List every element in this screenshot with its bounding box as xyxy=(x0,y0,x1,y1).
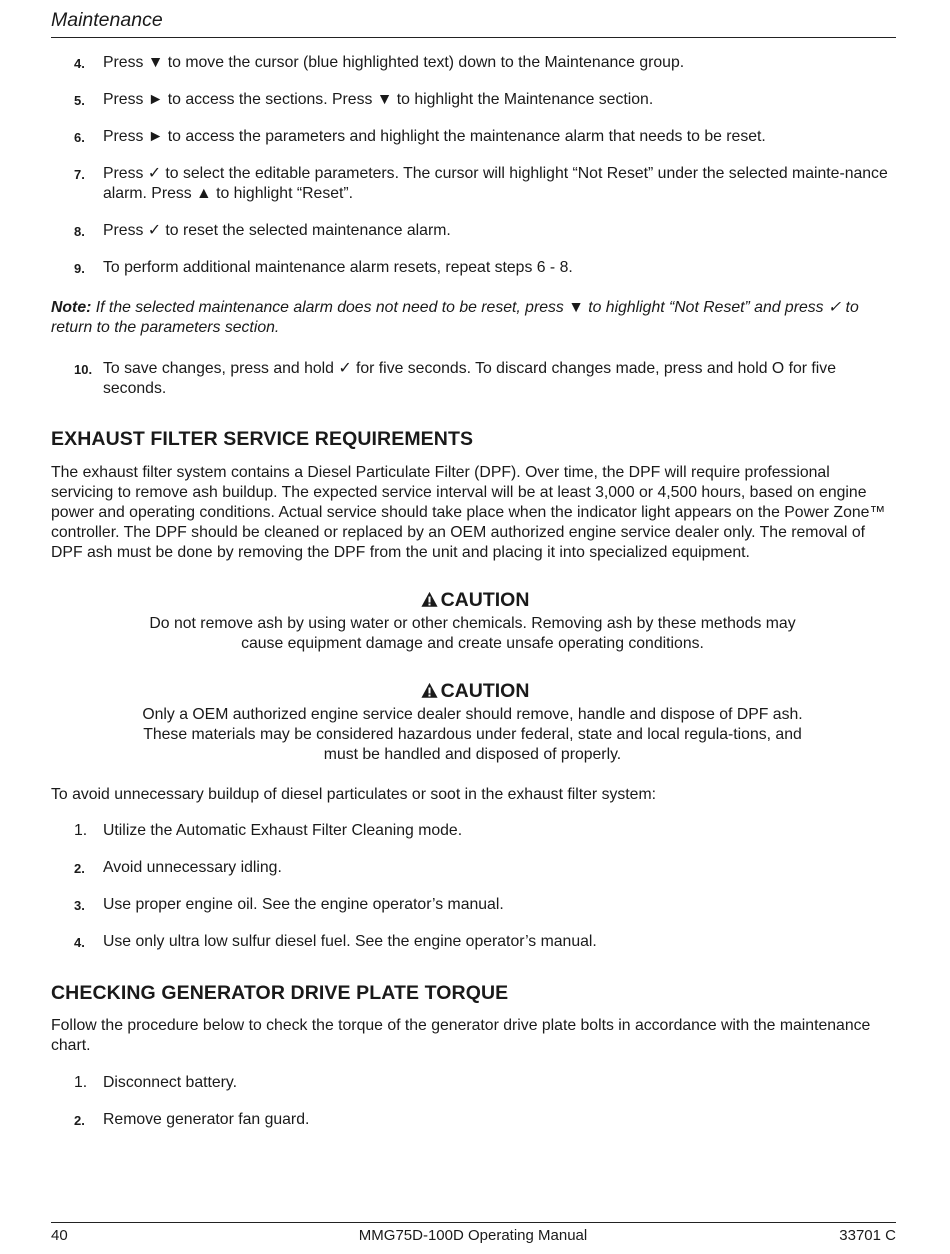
step-text: Press ► to access the sections. Press ▼ to highlight the Maintenance section. xyxy=(103,91,654,108)
note-paragraph xyxy=(51,298,896,338)
step-text: Press ✓ to reset the selected maintenance alarm. xyxy=(103,222,451,239)
manual-title: MMG75D-100D Operating Manual xyxy=(358,1227,588,1244)
step-number: 4. xyxy=(74,935,85,950)
list-item xyxy=(0,90,900,110)
list-item xyxy=(0,359,900,399)
note-label: Note: xyxy=(51,299,92,316)
list-item xyxy=(0,221,900,241)
step-text: Disconnect battery. xyxy=(103,1074,238,1091)
list-item xyxy=(0,858,900,878)
body-paragraph: The exhaust filter system contains a Diesel Particulate Filter (DPF). Over time, the DPF will require professional servicing to remove ash buildup. The expected service interval will be at least 3,000 or 4,500 hours, based on engine power and operating conditions. Actual service should take place when the indicator light appears on the Power Zone™ controller. The DPF should be cleaned or replaced by an OEM authorized engine service dealer only. The removal of DPF ash must be done by removing the DPF from the unit and placing it into specialized equipment. xyxy=(51,464,886,561)
caution-label: CAUTION xyxy=(440,589,530,611)
step-number: 1. xyxy=(74,1074,88,1091)
caution-heading xyxy=(0,680,950,703)
note-text: If the selected maintenance alarm does not need to be reset, press ▼ to highlight “Not Reset” and press ✓ to return to the parameters section. xyxy=(51,299,859,336)
caution-text: Only a OEM authorized engine service dealer should remove, handle and dispose of DPF ash. These materials may be considered hazardous under federal, state and local regula-tions, and must be handled and disposed of properly. xyxy=(142,706,803,763)
body-paragraph: To avoid unnecessary buildup of diesel particulates or soot in the exhaust filter system: xyxy=(51,786,656,803)
step-number: 1. xyxy=(74,822,88,839)
step-text: Use only ultra low sulfur diesel fuel. See the engine operator’s manual. xyxy=(103,933,597,950)
body-paragraph: Follow the procedure below to check the torque of the generator drive plate bolts in accordance with the maintenance chart. xyxy=(51,1017,871,1054)
page-number: 40 xyxy=(51,1227,68,1244)
list-item xyxy=(0,164,900,204)
step-number: 9. xyxy=(74,261,85,276)
step-text: Remove generator fan guard. xyxy=(103,1111,310,1128)
list-item xyxy=(0,932,900,952)
list-item xyxy=(0,127,900,147)
list-item xyxy=(0,1073,900,1093)
section-header: Maintenance xyxy=(51,9,163,31)
step-text: Use proper engine oil. See the engine operator’s manual. xyxy=(103,896,504,913)
warning-icon xyxy=(421,682,438,699)
header-rule xyxy=(51,37,896,38)
caution-text: Do not remove ash by using water or other chemicals. Removing ash by these methods may cause equipment damage and create unsafe operating conditions. xyxy=(149,615,796,652)
warning-icon xyxy=(421,591,438,608)
list-item xyxy=(0,895,900,915)
document-code: 33701 C xyxy=(839,1227,896,1244)
step-text: To save changes, press and hold ✓ for five seconds. To discard changes made, press and hold O for five seconds. xyxy=(103,360,836,397)
step-text: To perform additional maintenance alarm resets, repeat steps 6 - 8. xyxy=(103,259,573,276)
list-item xyxy=(0,821,900,841)
caution-heading xyxy=(0,589,950,612)
step-number: 2. xyxy=(74,1113,85,1128)
step-number: 10. xyxy=(74,362,93,377)
step-text: Utilize the Automatic Exhaust Filter Cleaning mode. xyxy=(103,822,463,839)
step-number: 3. xyxy=(74,898,85,913)
list-item xyxy=(0,258,900,278)
section-heading: EXHAUST FILTER SERVICE REQUIREMENTS xyxy=(51,428,474,450)
list-item xyxy=(0,1110,900,1130)
step-number: 7. xyxy=(74,167,85,182)
step-number: 6. xyxy=(74,130,85,145)
step-number: 4. xyxy=(74,56,85,71)
caution-label: CAUTION xyxy=(440,680,530,702)
section-heading: CHECKING GENERATOR DRIVE PLATE TORQUE xyxy=(51,982,509,1004)
step-text: Avoid unnecessary idling. xyxy=(103,859,282,876)
step-number: 5. xyxy=(74,93,85,108)
list-item xyxy=(0,53,900,73)
step-number: 8. xyxy=(74,224,85,239)
step-text: Press ✓ to select the editable parameters. The cursor will highlight “Not Reset” under the selected mainte-nance alarm. Press ▲ to highlight “Reset”. xyxy=(103,165,888,202)
step-text: Press ► to access the parameters and highlight the maintenance alarm that needs to be reset. xyxy=(103,128,766,145)
step-text: Press ▼ to move the cursor (blue highlighted text) down to the Maintenance group. xyxy=(103,54,685,71)
footer-rule xyxy=(51,1222,896,1223)
step-number: 2. xyxy=(74,861,85,876)
